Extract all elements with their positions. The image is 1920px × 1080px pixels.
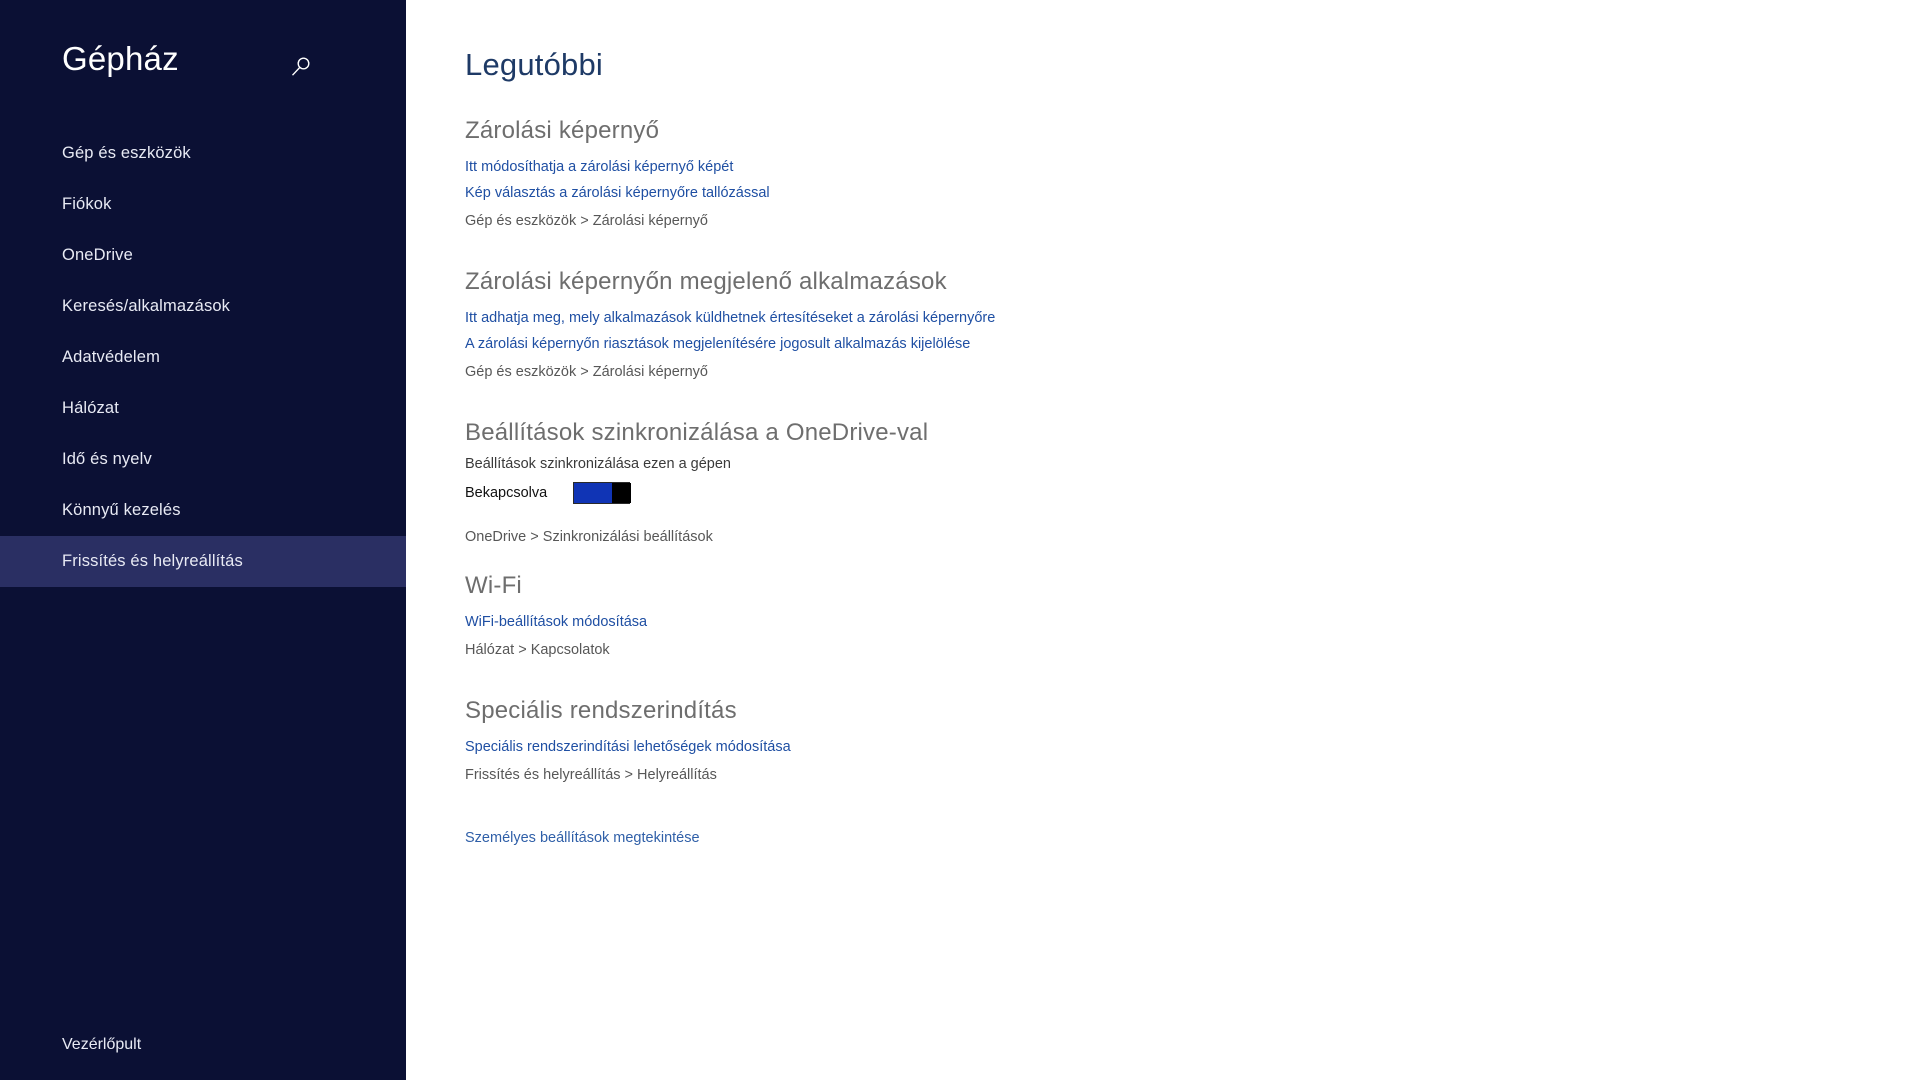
sidebar-item-time-and-language[interactable]	[0, 434, 406, 485]
link-change-wifi-settings[interactable]: WiFi-beállítások módosítása	[465, 614, 648, 630]
group-title: Speciális rendszerindítás	[465, 697, 737, 724]
breadcrumb[interactable]: Hálózat > Kapcsolatok	[465, 642, 610, 658]
sidebar-item-label: Gép és eszközök	[62, 144, 191, 162]
link-change-advanced-startup[interactable]: Speciális rendszerindítási lehetőségek módosítása	[465, 739, 791, 755]
sidebar-item-label: Keresés/alkalmazások	[62, 297, 231, 315]
link-choose-notification-apps[interactable]: Itt adhatja meg, mely alkalmazások küldhetnek értesítéseket a zárolási képernyőre	[465, 310, 996, 326]
group-sync-settings	[465, 419, 1880, 550]
link-browse-lock-screen-picture[interactable]: Kép választás a zárolási képernyőre tallózással	[465, 185, 770, 201]
search-icon[interactable]	[290, 56, 312, 78]
link-change-lock-screen-picture[interactable]: Itt módosíthatja a zárolási képernyő képét	[465, 159, 734, 175]
sidebar-item-ease-of-access[interactable]	[0, 485, 406, 536]
group-title: Beállítások szinkronizálása a OneDrive-val	[465, 419, 929, 446]
toggle-state-label: Bekapcsolva	[465, 485, 548, 501]
sidebar-nav	[0, 128, 406, 587]
link-view-personal-settings[interactable]: Személyes beállítások megtekintése	[465, 830, 700, 846]
sidebar-item-label: Idő és nyelv	[62, 450, 152, 468]
app-title: Gépház	[62, 40, 179, 77]
sidebar-item-onedrive[interactable]	[0, 230, 406, 281]
breadcrumb[interactable]: Frissítés és helyreállítás > Helyreállítás	[465, 767, 717, 783]
breadcrumb[interactable]: Gép és eszközök > Zárolási képernyő	[465, 213, 708, 229]
group-title: Zárolási képernyő	[465, 117, 660, 144]
group-advanced-startup	[465, 697, 1880, 788]
sidebar-item-label: Adatvédelem	[62, 348, 160, 366]
breadcrumb[interactable]: OneDrive > Szinkronizálási beállítások	[465, 529, 713, 545]
sidebar-item-pc-and-devices[interactable]	[0, 128, 406, 179]
sidebar-item-label: Hálózat	[62, 399, 119, 417]
content-pane	[406, 0, 1920, 1080]
sidebar-item-update-and-recovery[interactable]	[0, 536, 406, 587]
sidebar-item-privacy[interactable]	[0, 332, 406, 383]
sidebar-item-label: Fiókok	[62, 195, 112, 213]
sync-toggle-row	[465, 482, 1880, 504]
breadcrumb[interactable]: Gép és eszközök > Zárolási képernyő	[465, 364, 708, 380]
link-choose-alarm-app[interactable]: A zárolási képernyőn riasztások megjelenítésére jogosult alkalmazás kijelölése	[465, 336, 971, 352]
sync-settings-toggle[interactable]	[573, 482, 630, 504]
group-lock-screen-apps	[465, 268, 1880, 385]
sidebar-item-label: OneDrive	[62, 246, 133, 264]
group-description: Beállítások szinkronizálása ezen a gépen	[465, 456, 731, 472]
group-title: Wi-Fi	[465, 572, 522, 599]
group-lock-screen	[465, 117, 1880, 234]
page-title: Legutóbbi	[465, 47, 603, 82]
control-panel-link[interactable]: Vezérlőpult	[62, 1036, 142, 1053]
sidebar-item-label: Frissítés és helyreállítás	[62, 552, 243, 570]
sidebar-item-network[interactable]	[0, 383, 406, 434]
sidebar-item-search-and-apps[interactable]	[0, 281, 406, 332]
group-wifi	[465, 572, 1880, 663]
group-title: Zárolási képernyőn megjelenő alkalmazások	[465, 268, 947, 295]
sidebar-item-accounts[interactable]	[0, 179, 406, 230]
sidebar	[0, 0, 406, 1080]
toggle-knob	[612, 483, 631, 503]
sidebar-item-label: Könnyű kezelés	[62, 501, 181, 519]
toggle-track-fill	[574, 483, 612, 503]
